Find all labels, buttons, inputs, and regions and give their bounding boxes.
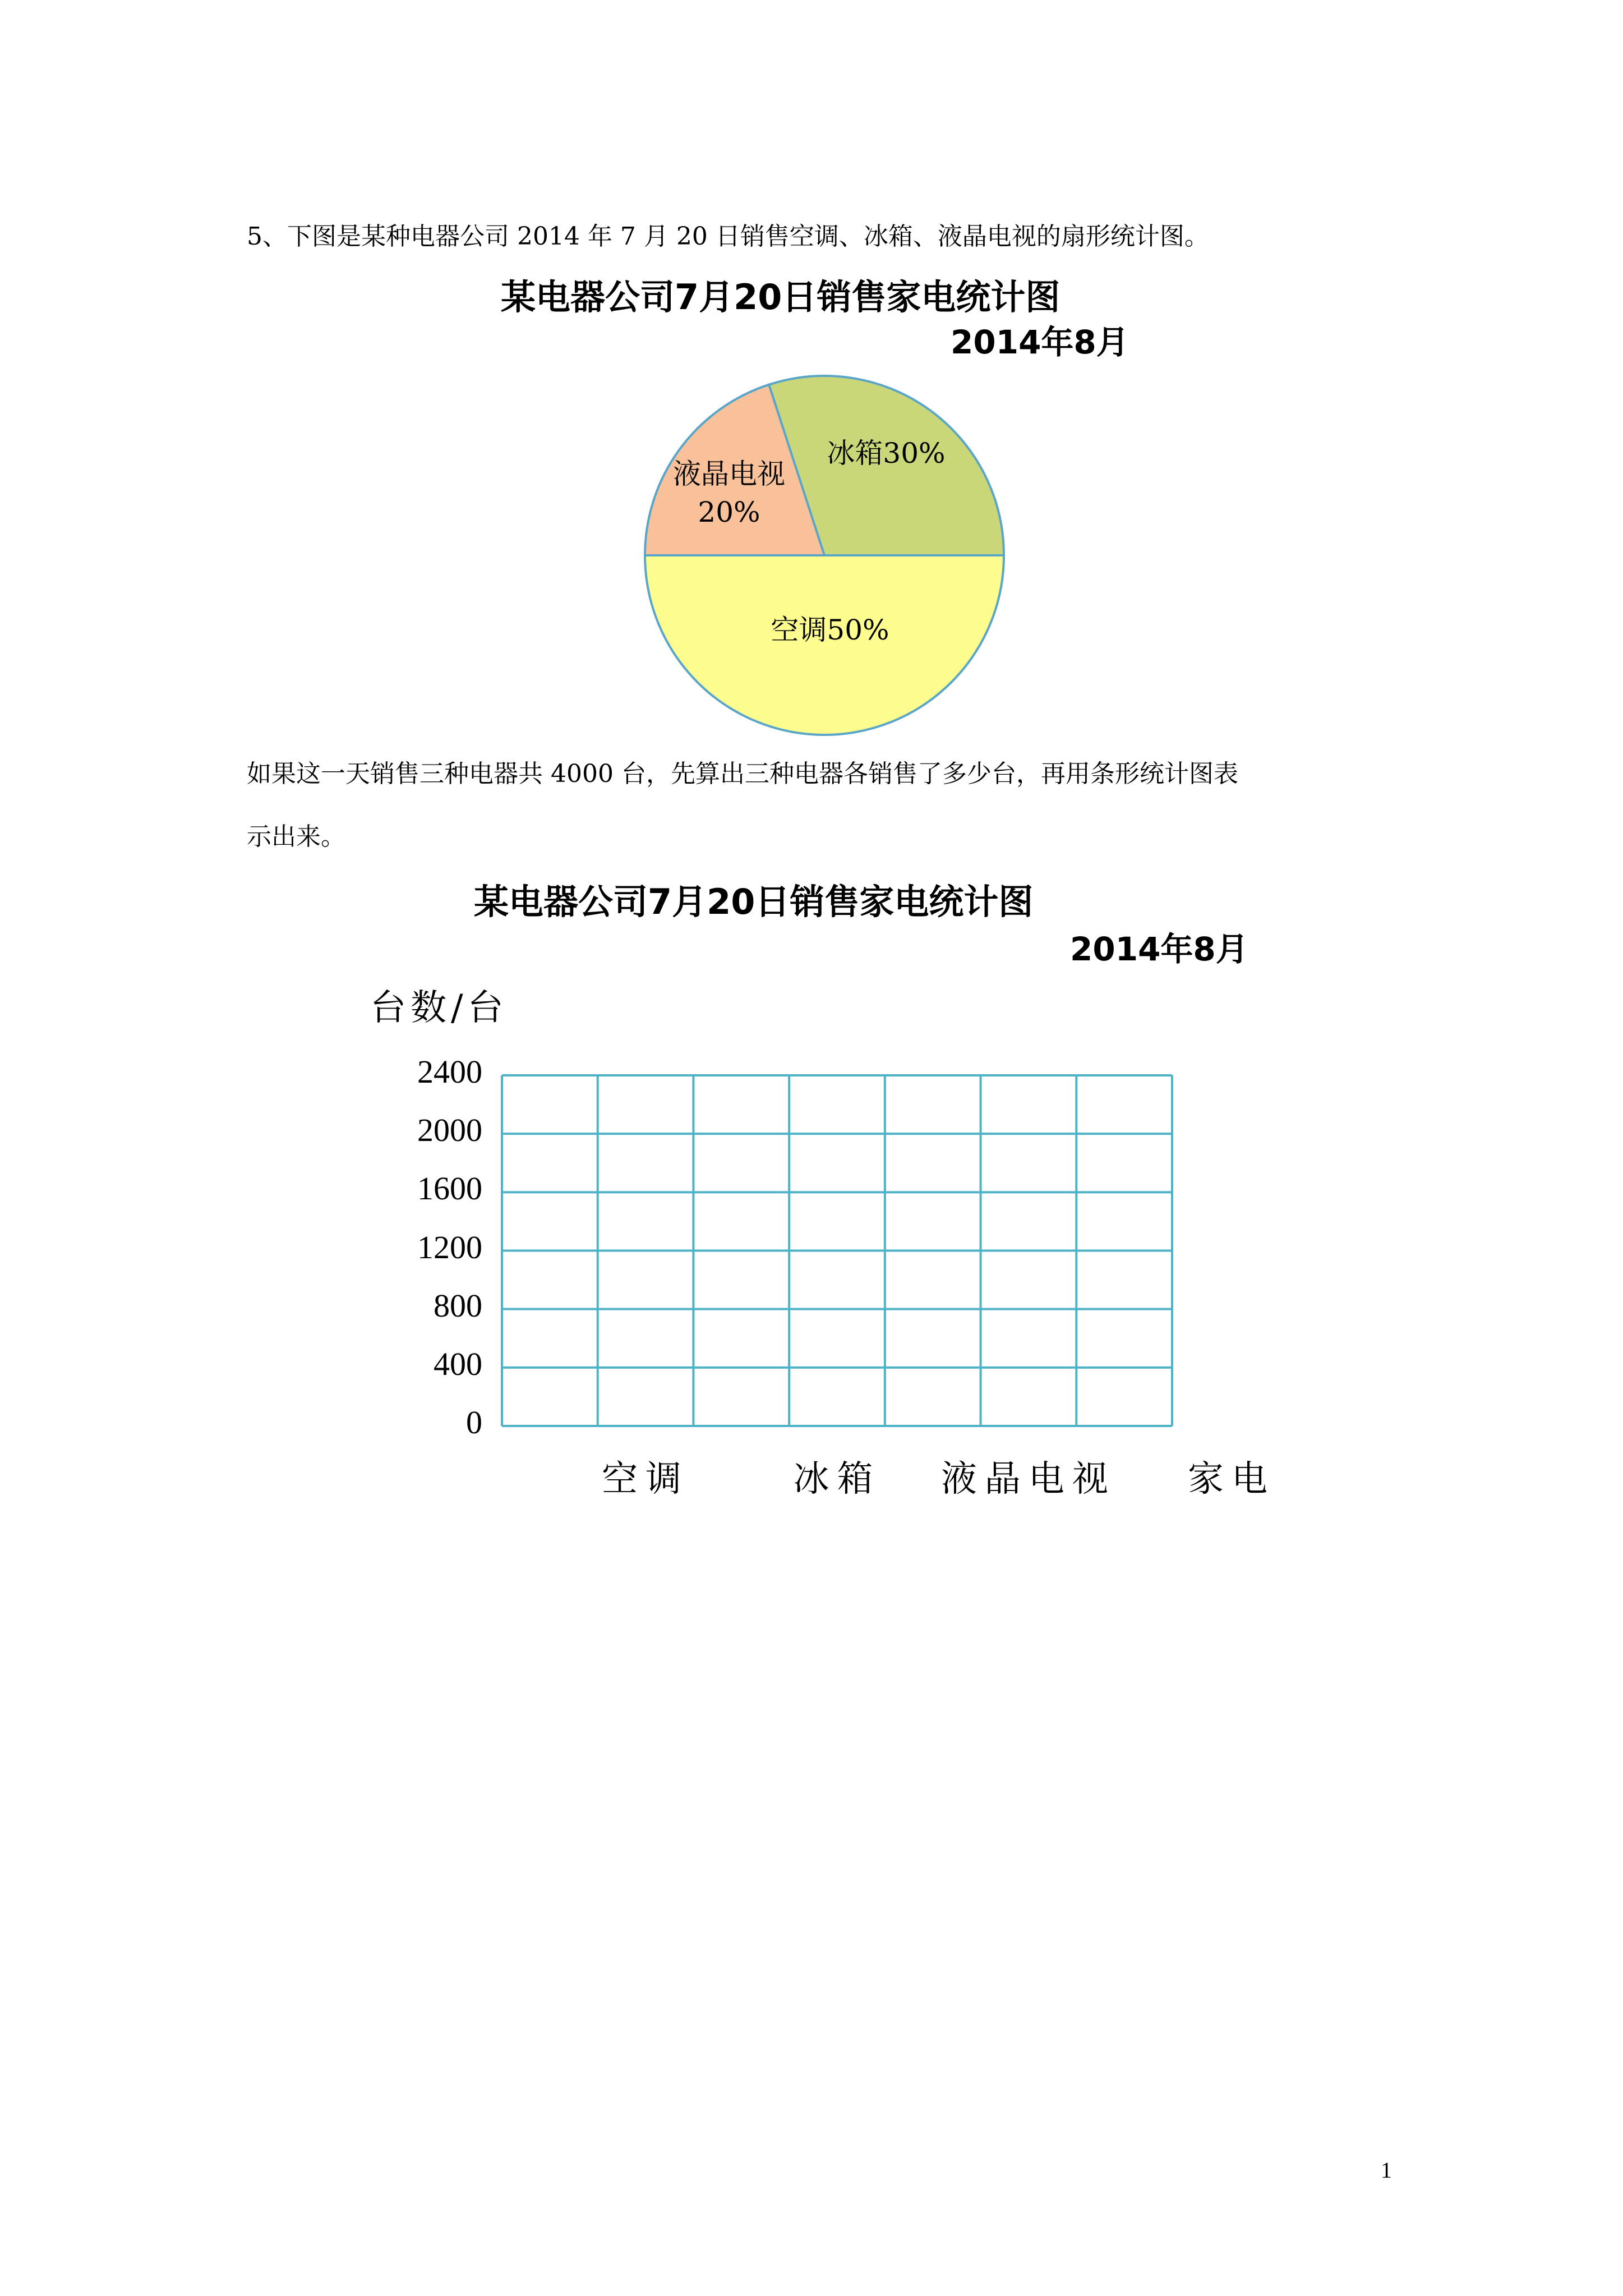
y-tick-label: 1200 [417,1228,482,1266]
y-tick-label: 400 [434,1345,482,1382]
y-axis-title: 台数/台 [370,987,508,1029]
y-tick-label: 2000 [417,1112,482,1149]
bar-chart-date: 2014年8月 [1070,930,1248,968]
question-intro: 5、下图是某种电器公司 2014 年 7 月 20 日销售空调、冰箱、液晶电视的扇形统计图。 [247,222,1209,251]
y-tick-label: 1600 [417,1170,482,1207]
pie-label-fridge: 冰箱30% [827,437,946,470]
question-task-line1: 如果这一天销售三种电器共 4000 台，先算出三种电器各销售了多少台，再用条形统计图表 [247,760,1238,788]
x-category-label: 冰箱 [793,1458,881,1500]
page-number: 1 [1381,2157,1392,2183]
y-tick-label: 2400 [417,1053,482,1090]
x-category-label: 空调 [602,1458,690,1500]
bar-chart-title: 某电器公司7月20日销售家电统计图 [474,881,1034,922]
pie-label-tv-percent: 20% [698,496,760,528]
pie-label-ac: 空调50% [771,614,889,646]
y-tick-label: 0 [466,1404,482,1441]
x-category-label: 液晶电视 [940,1458,1116,1500]
y-tick-label: 800 [434,1287,482,1324]
bar-chart-grid [499,1073,1175,1432]
question-task-line2: 示出来。 [247,822,345,851]
pie-chart [634,365,1015,746]
pie-chart-date: 2014年8月 [951,323,1129,361]
x-axis-title: 家电 [1188,1458,1275,1500]
pie-chart-title: 某电器公司7月20日销售家电统计图 [501,277,1061,318]
pie-label-tv-name: 液晶电视 [673,458,785,490]
